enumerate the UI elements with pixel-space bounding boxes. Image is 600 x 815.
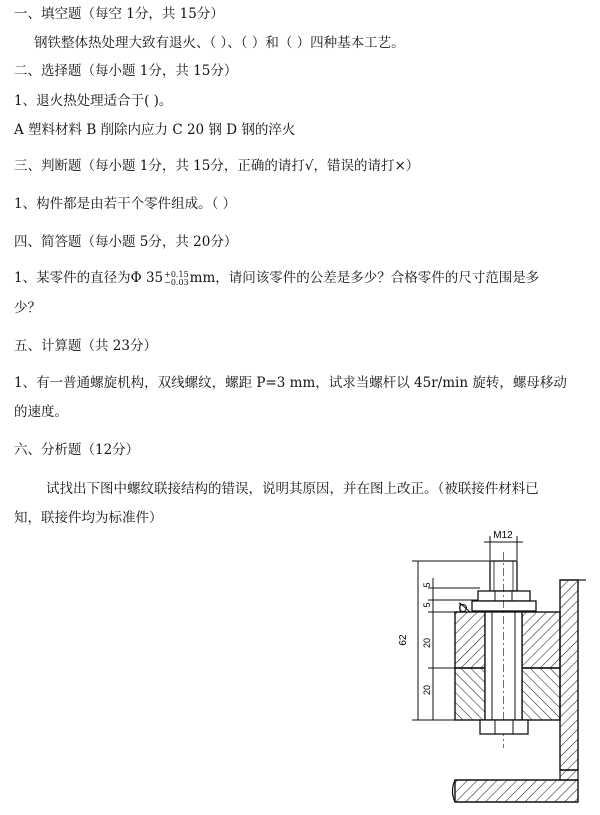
section-5-question-1-continued: 的速度。 xyxy=(14,404,68,420)
section-5-question-1: 1、有一普通螺旋机构，双线螺纹，螺距 P=3 mm，试求当螺杆以 45r/min 旋转，螺母移动 xyxy=(14,375,567,391)
section-3-question-1: 1、构件都是由若干个零件组成。（ ） xyxy=(14,196,237,212)
bolt-head xyxy=(480,720,528,734)
section-3-title: 三、判断题（每小题 1分，共 15分，正确的请打√，错误的请打×） xyxy=(14,158,420,174)
section-1-question-1: 钢铁整体热处理大致有退火、（ ）、（ ）和（ ）四种基本工艺。 xyxy=(34,35,405,51)
section-6-title: 六、分析题（12分） xyxy=(14,442,140,458)
dim-label-d: 20 xyxy=(422,684,432,696)
tolerance-upper: +0.15 xyxy=(164,269,189,279)
section-4-question-1-continued: 少？ xyxy=(14,300,41,316)
section-2-title: 二、选择题（每小题 1分，共 15分） xyxy=(14,63,238,79)
dim-label-b: 5 xyxy=(422,602,432,608)
section-1-title: 一、填空题（每空 1分，共 15分） xyxy=(14,6,224,22)
total-height-label: 62 xyxy=(398,634,409,646)
nut xyxy=(472,591,536,611)
section-2-question-1: 1、退火热处理适合于( )。 xyxy=(14,93,173,109)
thread-label: M12 xyxy=(493,530,513,541)
question-text-start: 1、某零件的直径为Φ 35 xyxy=(14,270,164,286)
dim-label-c: 20 xyxy=(422,637,432,649)
question-text-end: mm，请问该零件的公差是多少？合格零件的尺寸范围是多 xyxy=(189,270,540,286)
section-5-title: 五、计算题（共 23分） xyxy=(14,338,157,354)
section-6-question-1-continued: 知，联接件均为标准件） xyxy=(14,510,163,526)
section-6-question-1: 试找出下图中螺纹联接结构的错误，说明其原因，并在图上改正。（被联接件材料已 xyxy=(46,481,539,497)
tolerance-lower: −0.03 xyxy=(164,277,189,287)
section-4-title: 四、简答题（每小题 5分，共 20分） xyxy=(14,234,238,250)
dim-label-a: 5 xyxy=(422,582,432,588)
section-2-question-1-options: A 塑料材料 B 削除内应力 C 20 钢 D 钢的淬火 xyxy=(14,122,296,138)
